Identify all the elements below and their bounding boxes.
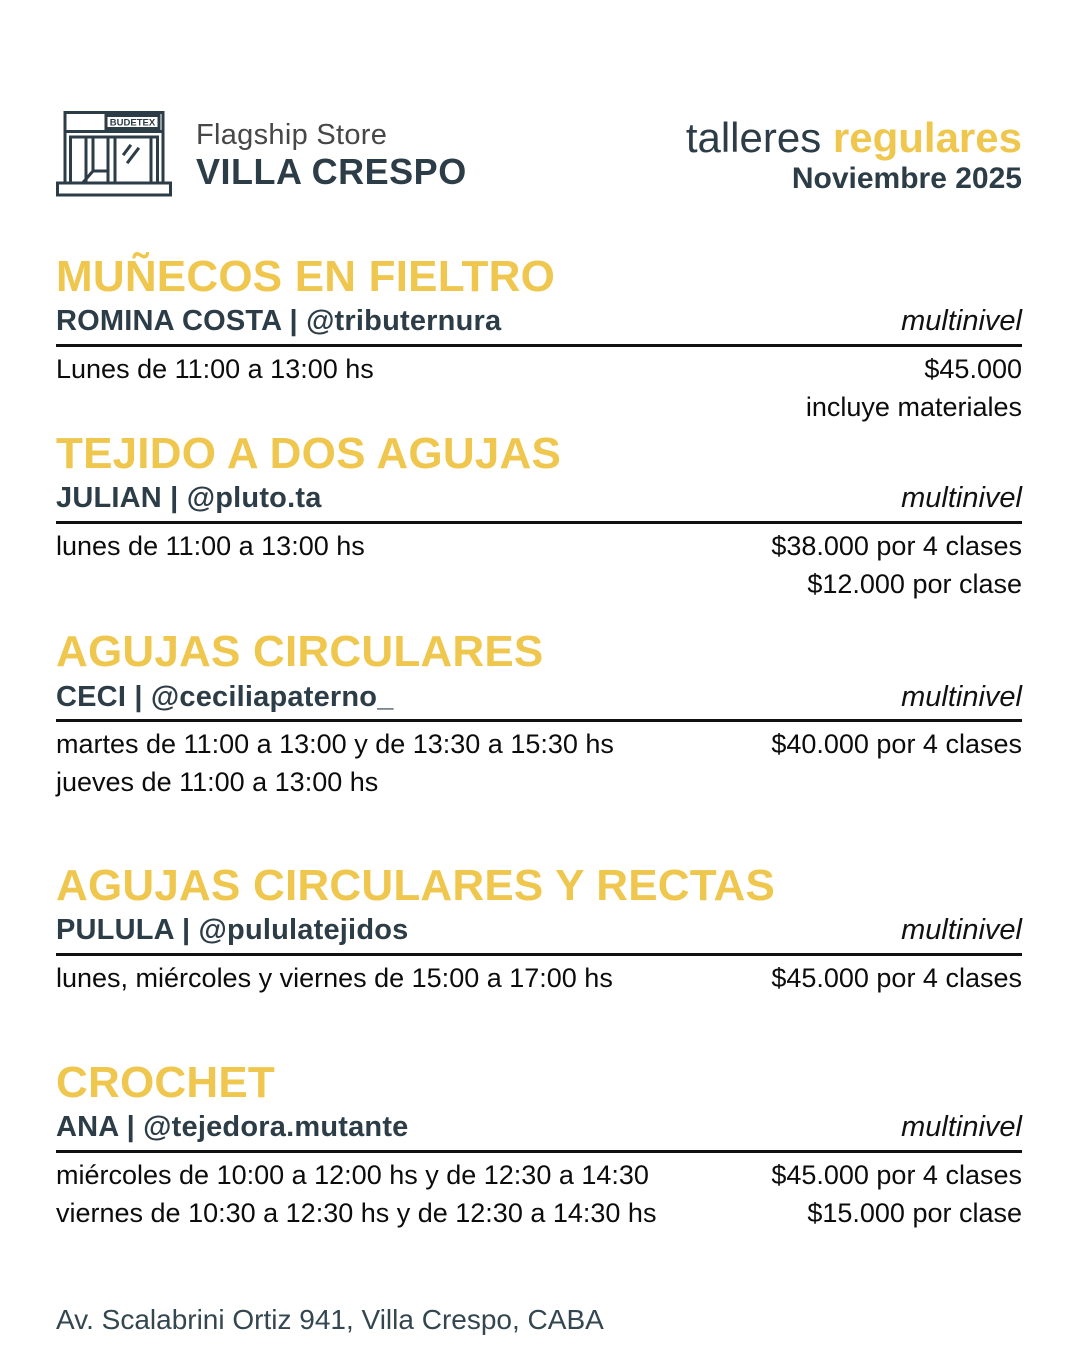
workshop-subheader	[56, 915, 1022, 947]
workshop-section	[56, 254, 1022, 427]
workshop-section	[56, 1057, 1022, 1233]
logo	[56, 100, 467, 198]
schedule-text: viernes de 10:30 a 12:30 hs y de 12:30 a 14:30 hs	[56, 1197, 657, 1228]
schedule-row	[56, 726, 1022, 764]
price-text: incluye materiales	[805, 391, 1022, 422]
workshop-level: multinivel	[901, 1111, 1022, 1144]
logo-text	[196, 100, 467, 191]
workshop-instructor: PULULA | @pululatejidos	[56, 914, 409, 947]
header	[56, 0, 1022, 198]
workshop-section	[56, 863, 1022, 998]
workshop-subheader	[56, 682, 1022, 714]
storefront-icon	[56, 110, 172, 198]
divider-line	[56, 719, 1022, 722]
schedule-rows	[56, 351, 1022, 427]
schedule-text: jueves de 11:00 a 13:00 hs	[56, 767, 379, 798]
price-text: $45.000	[924, 354, 1022, 385]
schedule-text: Lunes de 11:00 a 13:00 hs	[56, 354, 374, 385]
price-text: $45.000 por 4 clases	[771, 1159, 1022, 1190]
workshop-title: CROCHET	[56, 1057, 275, 1107]
workshop-subheader	[56, 1112, 1022, 1144]
schedule-rows	[56, 726, 1022, 802]
schedule-rows	[56, 960, 1022, 998]
price-text: $45.000 por 4 clases	[771, 963, 1022, 994]
price-text: $15.000 por clase	[807, 1197, 1022, 1228]
logo-sign-text: BUDETEX	[109, 117, 156, 129]
schedule-rows	[56, 528, 1022, 604]
flyer-title-accent: regulares	[832, 114, 1022, 161]
schedule-row	[56, 764, 1022, 802]
schedule-text: lunes, miércoles y viernes de 15:00 a 17:00 hs	[56, 963, 613, 994]
schedule-text: lunes de 11:00 a 13:00 hs	[56, 530, 365, 561]
schedule-row	[56, 351, 1022, 389]
schedule-row	[56, 1157, 1022, 1195]
schedule-row	[56, 1195, 1022, 1233]
schedule-row	[56, 566, 1022, 604]
price-text: $12.000 por clase	[807, 568, 1022, 599]
schedule-row	[56, 960, 1022, 998]
schedule-row	[56, 389, 1022, 427]
divider-line	[56, 1150, 1022, 1153]
schedule-rows	[56, 1157, 1022, 1233]
workshop-level: multinivel	[901, 914, 1022, 947]
flyer-title	[686, 116, 1022, 160]
workshop-level: multinivel	[901, 481, 1022, 514]
workshop-title: MUÑECOS EN FIELTRO	[56, 252, 556, 301]
price-text: $38.000 por 4 clases	[771, 530, 1022, 561]
workshop-section	[56, 629, 1022, 802]
store-address: Av. Scalabrini Ortiz 941, Villa Crespo, CABA	[56, 1304, 604, 1335]
divider-line	[56, 521, 1022, 524]
flyer-title-regular: talleres	[685, 114, 822, 161]
schedule-text: miércoles de 10:00 a 12:00 hs y de 12:30 a 14:30	[56, 1159, 649, 1190]
workshop-level: multinivel	[901, 305, 1022, 338]
workshop-instructor: ROMINA COSTA | @tributernura	[56, 305, 502, 338]
flyer-title-block	[686, 100, 1022, 195]
divider-line	[56, 344, 1022, 347]
workshop-title: TEJIDO A DOS AGUJAS	[56, 428, 561, 478]
logo-store-name: VILLA CRESPO	[196, 151, 467, 193]
workshop-title: AGUJAS CIRCULARES Y RECTAS	[56, 861, 776, 911]
price-text: $40.000 por 4 clases	[771, 729, 1022, 760]
workshop-subheader	[56, 483, 1022, 515]
footer	[56, 1304, 604, 1336]
workshop-list	[56, 254, 1022, 1233]
workshop-title: AGUJAS CIRCULARES	[56, 627, 544, 677]
workshop-instructor: CECI | @ceciliapaterno_	[56, 680, 394, 713]
workshop-subheader	[56, 306, 1022, 338]
workshop-level: multinivel	[901, 680, 1022, 713]
logo-store-type: Flagship Store	[196, 119, 388, 151]
schedule-row	[56, 528, 1022, 566]
workshop-instructor: JULIAN | @pluto.ta	[56, 481, 322, 514]
workshop-instructor: ANA | @tejedora.mutante	[56, 1111, 409, 1144]
schedule-text: martes de 11:00 a 13:00 y de 13:30 a 15:30 hs	[56, 729, 614, 760]
workshop-section	[56, 428, 1022, 604]
divider-line	[56, 953, 1022, 956]
flyer-month: Noviembre 2025	[791, 162, 1022, 196]
